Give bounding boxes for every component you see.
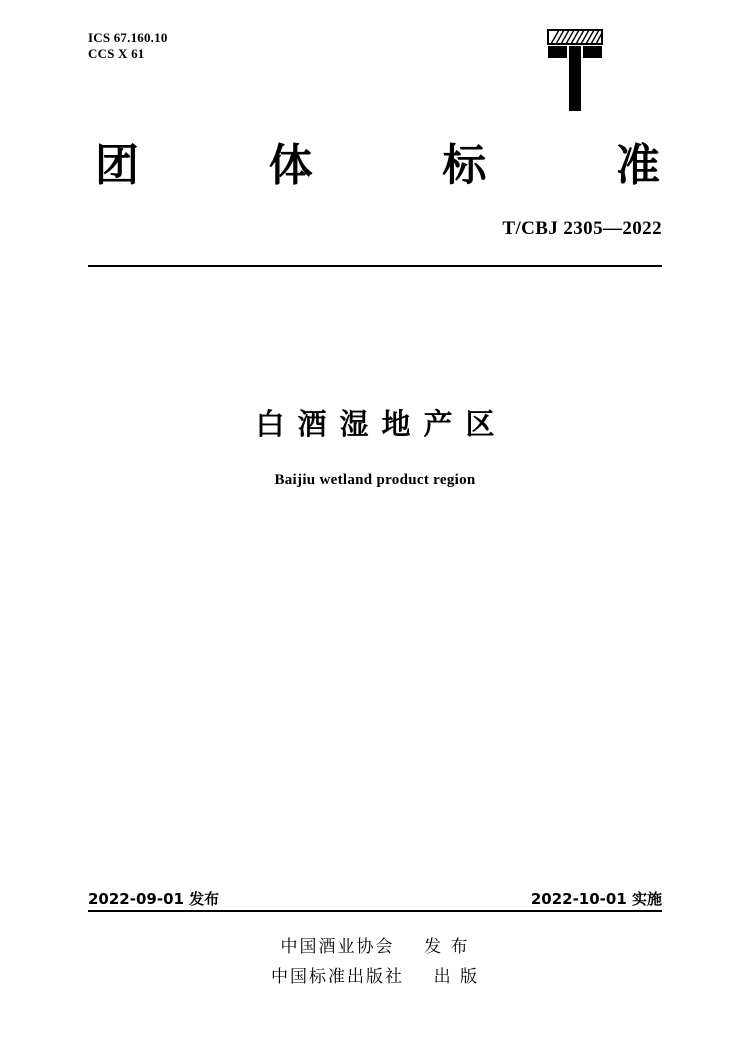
title-char-2: 体 [268,140,313,191]
ccs-code: CCS X 61 [88,46,145,61]
header-divider [88,265,662,267]
ics-classification-block [88,30,168,62]
dates-row [88,888,662,909]
title-char-3: 标 [442,140,487,191]
title-char-4: 准 [615,140,660,191]
document-title-chinese: 白酒湿地产区 [255,407,508,441]
footer-divider [88,910,662,912]
document-title-english: Baijiu wetland product region [274,472,476,488]
publisher-association: 中国酒业协会 发 布 [280,937,470,957]
standard-number: T/CBJ 2305—2022 [502,218,662,239]
issue-date: 2022-09-01 发布 [88,890,220,908]
ics-code: ICS 67.160.10 [88,30,168,45]
standard-t-logo [540,28,610,113]
implementation-date: 2022-10-01 实施 [530,890,662,908]
publisher-press: 中国标准出版社 出 版 [270,967,480,987]
publisher-block [0,932,750,992]
title-char-1: 团 [95,140,139,191]
page-title [95,138,660,194]
